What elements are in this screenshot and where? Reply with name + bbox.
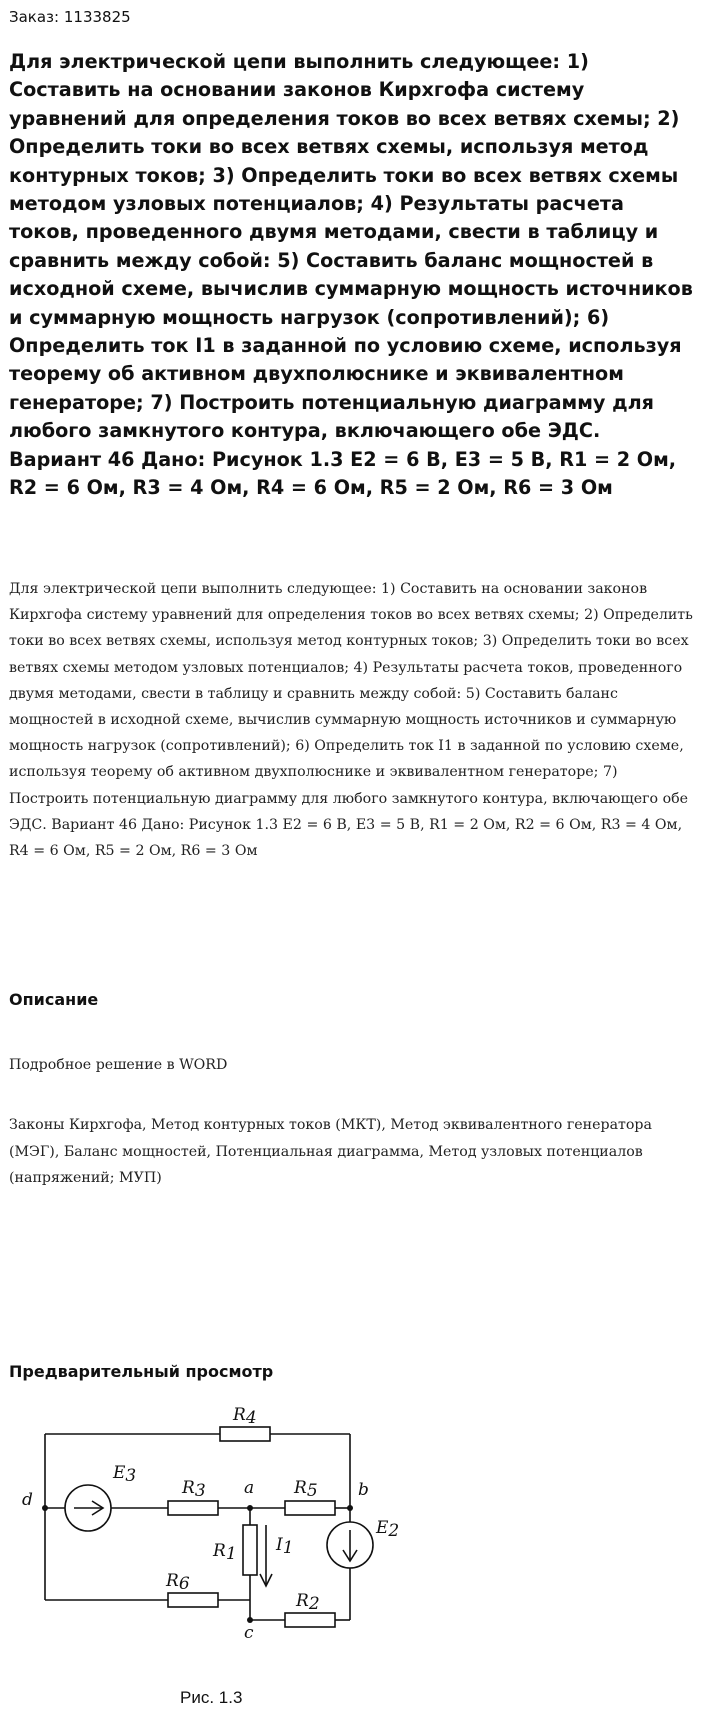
node-a-dot [247,1505,253,1511]
label-r6: R6 [166,1571,190,1594]
order-number: Заказ: 1133825 [9,8,131,26]
figure-caption: Рис. 1.3 [180,1688,243,1707]
node-b-dot [347,1505,353,1511]
resistor-r1 [243,1525,257,1575]
label-e2: E2 [376,1518,400,1541]
description-line-1: Подробное решение в WORD [9,1057,228,1073]
label-r5: R5 [294,1478,318,1501]
label-e3: E3 [113,1463,137,1486]
task-description: Для электрической цепи выполнить следующее: 1) Составить на основании законов Кирхгофа систему уравнений для определения токов во всех ветвях схемы; 2) Определить токи во всех ветвях схемы, используя метод контурных токов; 3) Определить токи во всех ветвях схемы методом узловых потенциалов; 4) Результаты расчета токов, проведенного двумя методами, свести в таблицу и сравнить между собой: 5) Составить баланс мощностей в исходной схеме, вычислив суммарную мощность источников и суммарную мощность нагрузок (сопротивлений); 6) Определить ток I1 в заданной по условию схеме, используя теорему об активном двухполюснике и эквивалентном генераторе; 7) Построить потенциальную диаграмму для любого замкнутого контура, включающего обе ЭДС. Вариант 46 Дано: Рисунок 1.3 E2 = 6 В, E3 = 5 В, R1 = 2 Ом, R2 = 6 Ом, R3 = 4 Ом, R4 = 6 Ом, R5 = 2 Ом, R6 = 3 Ом [9,581,693,860]
label-r4: R4 [233,1405,257,1428]
label-i1: I1 [276,1535,294,1558]
page-title: Для электрической цепи выполнить следующее: 1) Составить на основании законов Кирхгофа систему уравнений для определения токов во всех ветвях схемы; 2) Определить токи во всех ветвях схемы, используя метод контурных токов; 3) Определить токи во всех ветвях схемы методом узловых потенциалов; 4) Результаты расчета токов, проведенного двумя методами, свести в таблицу и сравнить между собой: 5) Составить баланс мощностей в исходной схеме, вычислив суммарную мощность источников и суммарную мощность нагрузок (сопротивлений); 6) Определить ток I1 в заданной по условию схеме, используя теорему об активном двухполюснике и эквивалентном генераторе; 7) Построить потенциальную диаграмму для любого замкнутого контура, включающего обе ЭДС. Вариант 46 Дано: Рисунок 1.3 E2 = 6 В, E3 = 5 В, R1 = 2 Ом, R2 = 6 Ом, R3 = 4 Ом, R4 = 6 Ом, R5 = 2 Ом, R6 = 3 Ом [9,50,693,500]
label-r1: R1 [213,1541,237,1564]
label-node-a: a [244,1478,255,1498]
description-heading: Описание [9,990,99,1009]
resistor-r2 [285,1613,335,1627]
label-node-d: d [22,1490,33,1510]
preview-heading: Предварительный просмотр [9,1362,274,1381]
node-d-dot [42,1505,48,1511]
label-r2: R2 [296,1591,320,1614]
label-node-b: b [358,1480,369,1500]
resistor-r3 [168,1501,218,1515]
label-node-c: c [244,1623,254,1643]
resistor-r6 [168,1593,218,1607]
resistor-r4 [220,1427,270,1441]
description-line-2: Законы Кирхгофа, Метод контурных токов (МКТ), Метод эквивалентного генератора (МЭГ), Баланс мощностей, Потенциальная диаграмма, Метод узловых потенциалов (напряжений; МУП) [9,1117,652,1187]
circuit-diagram [0,1400,701,1685]
resistor-r5 [285,1501,335,1515]
label-r3: R3 [182,1478,206,1501]
